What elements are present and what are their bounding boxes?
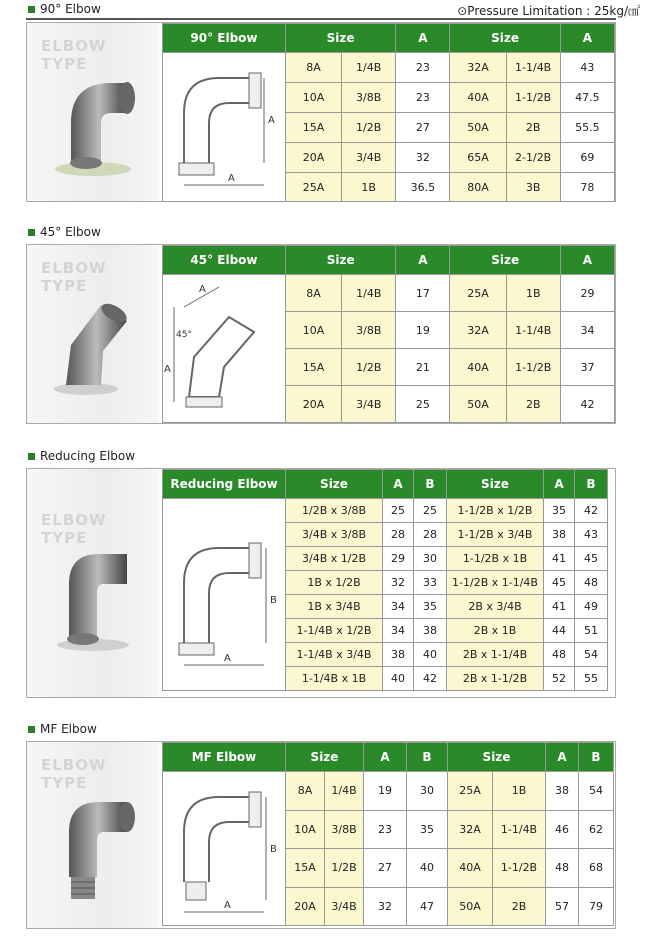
table-cell: 48 (575, 571, 608, 595)
top-divider (26, 18, 616, 20)
photo-45-elbow (27, 245, 159, 423)
table-cell: 55 (575, 667, 608, 691)
table-cell: 32 (364, 887, 407, 926)
header-cell: B (579, 743, 614, 772)
table-cell: 54 (579, 772, 614, 811)
table-cell: 43 (560, 53, 614, 83)
table-cell: 30 (407, 772, 448, 811)
block-90-elbow (26, 22, 616, 202)
table-cell: 80A (450, 173, 506, 202)
elbow-45-diagram-icon (164, 277, 284, 417)
dimension-b-label: B (270, 844, 277, 855)
section-title-mf: MF Elbow (28, 722, 97, 736)
table-cell: 25 (383, 499, 414, 523)
table-cell: 46 (546, 810, 579, 849)
header-cell: B (575, 470, 608, 499)
table-cell: 1-1/2B (506, 349, 560, 386)
header-cell: Size (285, 246, 395, 275)
table-cell: 8A (286, 772, 325, 811)
table-cell: 69 (560, 143, 614, 173)
table-cell: 1/2B x 3/8B (286, 499, 383, 523)
photo-reducing-elbow (27, 469, 159, 697)
table-cell: 15A (285, 113, 341, 143)
table-cell: 28 (383, 523, 414, 547)
table-cell: 2B (493, 887, 546, 926)
table-cell: 23 (364, 810, 407, 849)
table-cell: 32A (448, 810, 493, 849)
table-cell: 32A (450, 53, 506, 83)
table-cell: 27 (364, 849, 407, 888)
table-cell: 23 (396, 53, 450, 83)
table-cell: 38 (414, 619, 447, 643)
diagram-reducing-elbow (163, 499, 286, 691)
table-cell: 8A (285, 275, 341, 312)
table-cell: 54 (575, 643, 608, 667)
table-cell: 1/2B (342, 113, 396, 143)
table-cell: 51 (575, 619, 608, 643)
table-cell: 40A (450, 349, 506, 386)
bullet-square-icon (28, 453, 35, 460)
header-cell: MF Elbow (163, 743, 286, 772)
table-cell: 42 (575, 499, 608, 523)
dimension-a-label: A (198, 284, 206, 295)
table-cell: 50A (450, 113, 506, 143)
table-cell: 2B (506, 386, 560, 423)
bullet-square-icon (28, 229, 35, 236)
elbow-type-label: ELBOW TYPE (41, 756, 107, 792)
table-cell: 2B x 3/4B (447, 595, 544, 619)
table-cell: 79 (579, 887, 614, 926)
section-title-90: 90° Elbow (28, 2, 101, 16)
elbow-90-photo-icon (41, 63, 145, 183)
header-cell: Size (286, 743, 364, 772)
table-cell: 36.5 (396, 173, 450, 202)
pressure-limitation: ⊙Pressure Limitation : 25kg/㎠ (457, 4, 640, 18)
table-cell: 2B (506, 113, 560, 143)
table-cell: 68 (579, 849, 614, 888)
table-cell: 78 (560, 173, 614, 202)
table-cell: 25 (396, 386, 450, 423)
table-cell: 19 (364, 772, 407, 811)
table-cell: 1-1/2B (493, 849, 546, 888)
table-cell: 20A (285, 143, 341, 173)
table-mf-elbow (162, 742, 614, 926)
table-cell: 45 (544, 571, 575, 595)
header-cell: A (560, 24, 614, 53)
header-cell: A (546, 743, 579, 772)
elbow-type-label: ELBOW TYPE (41, 259, 107, 295)
table-cell: 38 (546, 772, 579, 811)
header-cell: A (364, 743, 407, 772)
table-cell: 40 (414, 643, 447, 667)
table-cell: 1/2B (342, 349, 396, 386)
table-cell: 3/4B x 1/2B (286, 547, 383, 571)
table-cell: 3/4B (325, 887, 364, 926)
table-cell: 29 (383, 547, 414, 571)
table-cell: 55.5 (560, 113, 614, 143)
table-cell: 25A (450, 275, 506, 312)
dimension-a-label: A (267, 115, 275, 126)
photo-90-elbow (27, 23, 159, 201)
table-cell: 32A (450, 312, 506, 349)
header-cell: Size (450, 24, 560, 53)
table-cell: 1B (506, 275, 560, 312)
table-cell: 52 (544, 667, 575, 691)
header-cell: 45° Elbow (163, 246, 286, 275)
diagram-mf-elbow (163, 772, 286, 926)
elbow-type-label: ELBOW TYPE (41, 511, 107, 547)
table-cell: 1B (493, 772, 546, 811)
table-cell: 65A (450, 143, 506, 173)
elbow-45-photo-icon (41, 285, 145, 405)
table-cell: 44 (544, 619, 575, 643)
table-cell: 3/4B x 3/8B (286, 523, 383, 547)
table-reducing-elbow (162, 469, 608, 691)
table-cell: 40 (407, 849, 448, 888)
table-cell: 37 (560, 349, 614, 386)
table-cell: 10A (285, 312, 341, 349)
photo-mf-elbow (27, 742, 159, 928)
header-cell: A (560, 246, 614, 275)
table-cell: 10A (286, 810, 325, 849)
elbow-mf-photo-icon (41, 782, 145, 912)
table-cell: 3/8B (342, 83, 396, 113)
table-cell: 34 (560, 312, 614, 349)
table-cell: 15A (285, 349, 341, 386)
diagram-90-elbow (163, 53, 286, 202)
table-cell: 1-1/2B x 3/4B (447, 523, 544, 547)
dimension-a-label: A (163, 364, 171, 375)
table-cell: 27 (396, 113, 450, 143)
table-cell: 1-1/4B (506, 312, 560, 349)
table-cell: 30 (414, 547, 447, 571)
table-cell: 49 (575, 595, 608, 619)
table-cell: 43 (575, 523, 608, 547)
table-cell: 3/8B (325, 810, 364, 849)
header-cell: Reducing Elbow (163, 470, 286, 499)
bullet-square-icon (28, 726, 35, 733)
section-title-45: 45° Elbow (28, 225, 101, 239)
table-cell: 25 (414, 499, 447, 523)
table-cell: 48 (544, 643, 575, 667)
table-cell: 38 (383, 643, 414, 667)
elbow-reducing-photo-icon (41, 539, 145, 659)
table-cell: 28 (414, 523, 447, 547)
table-cell: 1-1/4B (493, 810, 546, 849)
table-cell: 21 (396, 349, 450, 386)
table-cell: 25A (285, 173, 341, 202)
table-cell: 35 (407, 810, 448, 849)
table-cell: 41 (544, 547, 575, 571)
table-cell: 2-1/2B (506, 143, 560, 173)
table-cell: 1/4B (342, 275, 396, 312)
table-cell: 1-1/2B (506, 83, 560, 113)
section-title-reducing: Reducing Elbow (28, 449, 135, 463)
block-reducing-elbow (26, 468, 616, 698)
table-cell: 1-1/2B x 1-1/4B (447, 571, 544, 595)
table-cell: 10A (285, 83, 341, 113)
dimension-angle-label: 45° (175, 330, 192, 340)
table-cell: 33 (414, 571, 447, 595)
table-cell: 3/8B (342, 312, 396, 349)
table-cell: 40 (383, 667, 414, 691)
table-cell: 1B x 1/2B (286, 571, 383, 595)
elbow-type-label: ELBOW TYPE (41, 37, 107, 73)
header-cell: Size (447, 470, 544, 499)
table-cell: 2B x 1B (447, 619, 544, 643)
header-cell: Size (450, 246, 560, 275)
table-cell: 23 (396, 83, 450, 113)
bullet-square-icon (28, 6, 35, 13)
table-cell: 8A (285, 53, 341, 83)
table-cell: 1B (342, 173, 396, 202)
table-cell: 62 (579, 810, 614, 849)
table-cell: 35 (544, 499, 575, 523)
table-cell: 1/4B (342, 53, 396, 83)
table-cell: 20A (286, 887, 325, 926)
table-cell: 45 (575, 547, 608, 571)
table-cell: 1-1/2B x 1/2B (447, 499, 544, 523)
table-cell: 38 (544, 523, 575, 547)
table-cell: 15A (286, 849, 325, 888)
table-cell: 2B x 1-1/4B (447, 643, 544, 667)
table-cell: 17 (396, 275, 450, 312)
dimension-a-label: A (227, 173, 235, 184)
table-cell: 1-1/4B x 3/4B (286, 643, 383, 667)
table-cell: 20A (285, 386, 341, 423)
table-cell: 32 (383, 571, 414, 595)
table-cell: 48 (546, 849, 579, 888)
header-cell: B (414, 470, 447, 499)
dimension-a-label: A (224, 653, 231, 664)
table-cell: 57 (546, 887, 579, 926)
dimension-b-label: B (270, 595, 277, 606)
table-cell: 1-1/2B x 1B (447, 547, 544, 571)
table-cell: 47.5 (560, 83, 614, 113)
header-cell: Size (285, 24, 395, 53)
table-cell: 29 (560, 275, 614, 312)
table-cell: 1-1/4B x 1B (286, 667, 383, 691)
diagram-45-elbow (163, 275, 286, 423)
table-cell: 32 (396, 143, 450, 173)
table-cell: 1-1/4B x 1/2B (286, 619, 383, 643)
table-cell: 42 (560, 386, 614, 423)
header-cell: 90° Elbow (163, 24, 286, 53)
table-cell: 3/4B (342, 386, 396, 423)
header-cell: A (396, 246, 450, 275)
table-cell: 41 (544, 595, 575, 619)
table-cell: 1B x 3/4B (286, 595, 383, 619)
table-cell: 2B x 1-1/2B (447, 667, 544, 691)
table-45-elbow (162, 245, 615, 423)
table-cell: 47 (407, 887, 448, 926)
table-cell: 19 (396, 312, 450, 349)
table-cell: 25A (448, 772, 493, 811)
block-45-elbow (26, 244, 616, 424)
header-cell: A (383, 470, 414, 499)
table-cell: 1-1/4B (506, 53, 560, 83)
dimension-a-label: A (224, 900, 231, 911)
table-cell: 42 (414, 667, 447, 691)
header-cell: Size (448, 743, 546, 772)
table-cell: 40A (450, 83, 506, 113)
table-cell: 3/4B (342, 143, 396, 173)
elbow-90-diagram-icon (164, 53, 284, 198)
table-cell: 34 (383, 619, 414, 643)
table-cell: 1/2B (325, 849, 364, 888)
header-cell: A (544, 470, 575, 499)
block-mf-elbow (26, 741, 616, 929)
elbow-mf-diagram-icon (164, 772, 284, 922)
table-cell: 35 (414, 595, 447, 619)
table-cell: 3B (506, 173, 560, 202)
header-cell: B (407, 743, 448, 772)
elbow-reducing-diagram-icon (164, 503, 284, 683)
table-cell: 40A (448, 849, 493, 888)
table-cell: 1/4B (325, 772, 364, 811)
header-cell: Size (286, 470, 383, 499)
table-90-elbow (162, 23, 615, 202)
table-cell: 34 (383, 595, 414, 619)
header-cell: A (396, 24, 450, 53)
table-cell: 50A (450, 386, 506, 423)
table-cell: 50A (448, 887, 493, 926)
